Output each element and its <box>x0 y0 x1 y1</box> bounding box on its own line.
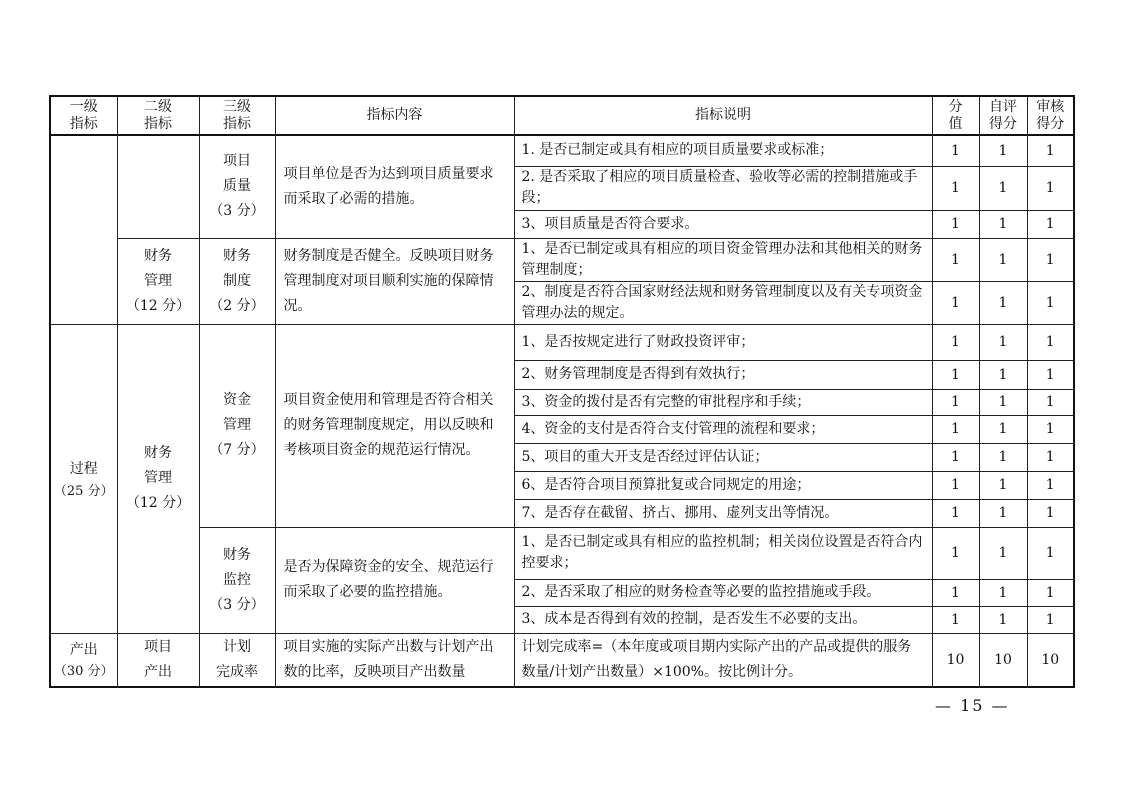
audit-score-cell: 1 <box>1027 415 1074 443</box>
page-number: — 15 — <box>935 696 1010 715</box>
table-row <box>50 238 1074 281</box>
self-score-cell: 1 <box>979 360 1027 389</box>
self-score-cell: 1 <box>979 238 1027 281</box>
description-cell: 3、项目质量是否符合要求。 <box>514 210 932 238</box>
header-self-score: 自评 得分 <box>979 96 1027 135</box>
level3-cell: 计划 完成率 <box>199 633 275 687</box>
score-cell: 1 <box>932 166 979 210</box>
level2-cell: 财务 管理 （12 分） <box>117 324 199 633</box>
audit-score-cell: 1 <box>1027 527 1074 579</box>
description-cell: 7、是否存在截留、挤占、挪用、虚列支出等情况。 <box>514 499 932 527</box>
description-cell: 2. 是否采取了相应的项目质量检查、验收等必需的控制措施或手段； <box>514 166 932 210</box>
audit-score-cell: 1 <box>1027 579 1074 606</box>
audit-score-cell: 1 <box>1027 135 1074 166</box>
self-score-cell: 1 <box>979 606 1027 633</box>
level3-cell: 资金 管理 （7 分） <box>199 324 275 527</box>
score-cell: 1 <box>932 324 979 360</box>
self-score-cell: 1 <box>979 471 1027 499</box>
content-cell: 项目资金使用和管理是否符合相关的财务管理制度规定，用以反映和考核项目资金的规范运行情况。 <box>275 324 514 527</box>
description-cell: 1、是否已制定或具有相应的项目资金管理办法和其他相关的财务管理制度； <box>514 238 932 281</box>
level1-cell <box>50 324 117 633</box>
table-row <box>50 324 1074 360</box>
level3-cell: 财务 监控 （3 分） <box>199 527 275 633</box>
header-score: 分 值 <box>932 96 979 135</box>
level2-cell: 项目 产出 <box>117 633 199 687</box>
content-cell: 项目单位是否为达到项目质量要求而采取了必需的措施。 <box>275 135 514 238</box>
description-cell: 3、成本是否得到有效的控制，是否发生不必要的支出。 <box>514 606 932 633</box>
table-row <box>50 633 1074 687</box>
content-cell: 财务制度是否健全。反映项目财务管理制度对项目顺利实施的保障情况。 <box>275 238 514 324</box>
table-row <box>50 135 1074 166</box>
header-level1: 一级 指标 <box>50 96 117 135</box>
level1-name: 过程 <box>69 460 98 477</box>
description-cell: 6、是否符合项目预算批复或合同规定的用途； <box>514 471 932 499</box>
level2-cell-empty <box>117 135 199 238</box>
description-cell: 4、资金的支付是否符合支付管理的流程和要求； <box>514 415 932 443</box>
self-score-cell: 1 <box>979 281 1027 324</box>
self-score-cell: 1 <box>979 389 1027 415</box>
description-cell: 5、项目的重大开支是否经过评估认证； <box>514 443 932 471</box>
header-level3: 三级 指标 <box>199 96 275 135</box>
audit-score-cell: 1 <box>1027 499 1074 527</box>
score-cell: 1 <box>932 471 979 499</box>
score-cell: 1 <box>932 606 979 633</box>
score-cell: 1 <box>932 238 979 281</box>
score-cell: 1 <box>932 389 979 415</box>
description-cell: 2、财务管理制度是否得到有效执行； <box>514 360 932 389</box>
evaluation-table <box>49 95 1075 688</box>
score-cell: 1 <box>932 360 979 389</box>
self-score-cell: 1 <box>979 527 1027 579</box>
level1-score: （25 分） <box>53 483 114 499</box>
description-cell: 2、是否采取了相应的财务检查等必要的监控措施或手段。 <box>514 579 932 606</box>
self-score-cell: 1 <box>979 499 1027 527</box>
table-row <box>50 527 1074 579</box>
self-score-cell: 1 <box>979 324 1027 360</box>
header-row <box>50 96 1074 135</box>
audit-score-cell: 1 <box>1027 281 1074 324</box>
level1-name: 产出 <box>69 641 98 658</box>
score-cell: 10 <box>932 633 979 687</box>
audit-score-cell: 1 <box>1027 324 1074 360</box>
audit-score-cell: 1 <box>1027 471 1074 499</box>
self-score-cell: 1 <box>979 135 1027 166</box>
content-cell: 是否为保障资金的安全、规范运行而采取了必要的监控措施。 <box>275 527 514 633</box>
header-audit-score: 审核 得分 <box>1027 96 1074 135</box>
level1-score: （30 分） <box>53 663 114 679</box>
content-cell: 项目实施的实际产出数与计划产出数的比率，反映项目产出数量 <box>275 633 514 687</box>
score-cell: 1 <box>932 135 979 166</box>
self-score-cell: 1 <box>979 579 1027 606</box>
self-score-cell: 1 <box>979 443 1027 471</box>
description-cell: 3、资金的拨付是否有完整的审批程序和手续； <box>514 389 932 415</box>
self-score-cell: 1 <box>979 210 1027 238</box>
score-cell: 1 <box>932 443 979 471</box>
header-level2: 二级 指标 <box>117 96 199 135</box>
description-cell: 2、制度是否符合国家财经法规和财务管理制度以及有关专项资金管理办法的规定。 <box>514 281 932 324</box>
score-cell: 1 <box>932 499 979 527</box>
level2-cell: 财务 管理 （12 分） <box>117 238 199 324</box>
header-content: 指标内容 <box>275 96 514 135</box>
audit-score-cell: 1 <box>1027 389 1074 415</box>
header-description: 指标说明 <box>514 96 932 135</box>
score-cell: 1 <box>932 579 979 606</box>
description-cell: 1、是否按规定进行了财政投资评审； <box>514 324 932 360</box>
audit-score-cell: 10 <box>1027 633 1074 687</box>
score-cell: 1 <box>932 281 979 324</box>
level3-cell: 财务 制度 （2 分） <box>199 238 275 324</box>
score-cell: 1 <box>932 210 979 238</box>
level1-cell <box>50 633 117 687</box>
level3-cell: 项目 质量 （3 分） <box>199 135 275 238</box>
self-score-cell: 1 <box>979 415 1027 443</box>
score-cell: 1 <box>932 415 979 443</box>
score-cell: 1 <box>932 527 979 579</box>
audit-score-cell: 1 <box>1027 166 1074 210</box>
audit-score-cell: 1 <box>1027 238 1074 281</box>
audit-score-cell: 1 <box>1027 606 1074 633</box>
self-score-cell: 1 <box>979 166 1027 210</box>
description-cell: 1、是否已制定或具有相应的监控机制；相关岗位设置是否符合内控要求； <box>514 527 932 579</box>
audit-score-cell: 1 <box>1027 360 1074 389</box>
level1-cell-empty <box>50 135 117 324</box>
audit-score-cell: 1 <box>1027 210 1074 238</box>
audit-score-cell: 1 <box>1027 443 1074 471</box>
self-score-cell: 10 <box>979 633 1027 687</box>
description-cell: 1. 是否已制定或具有相应的项目质量要求或标准； <box>514 135 932 166</box>
description-cell: 计划完成率=（本年度或项目期内实际产出的产品或提供的服务数量/计划产出数量）×100%。按比例计分。 <box>514 633 932 687</box>
